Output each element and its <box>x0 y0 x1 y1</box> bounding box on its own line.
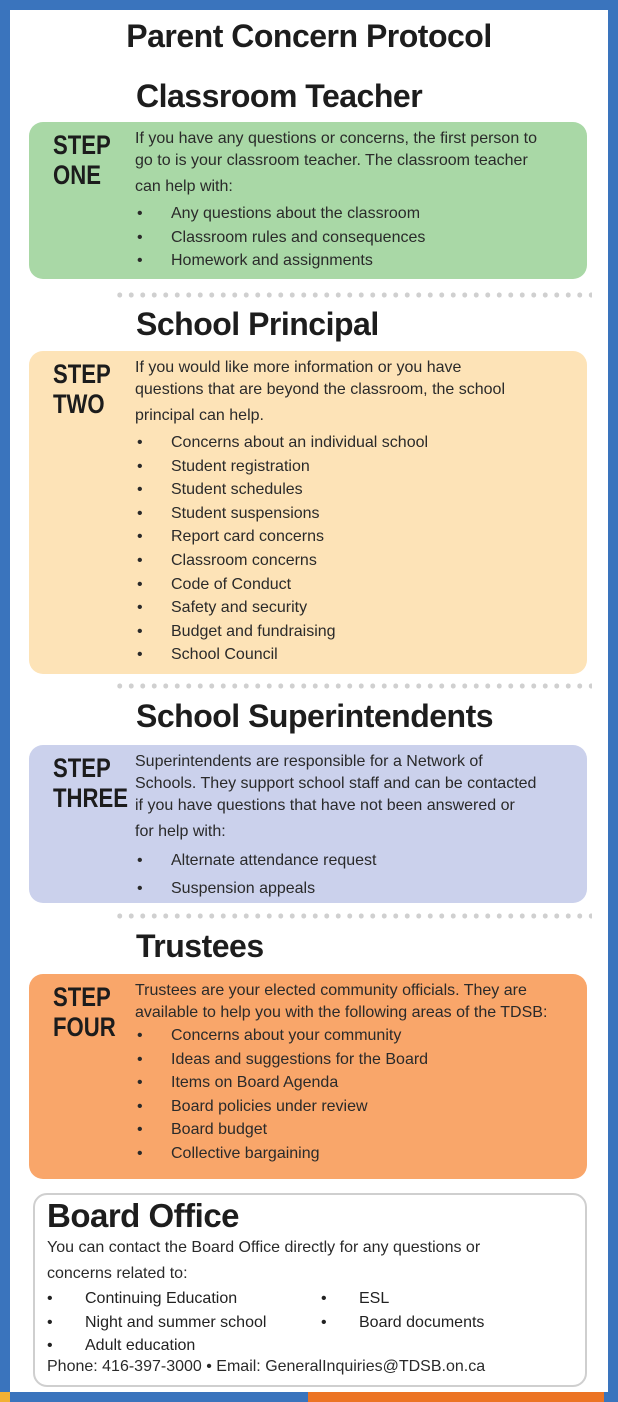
step-one-list <box>135 202 583 273</box>
step-two-list <box>135 431 583 667</box>
list-item: • Classroom rules and consequences <box>135 226 583 250</box>
step-one-label: STEP ONE <box>53 130 111 190</box>
list-item: • Alternate attendance request <box>135 847 583 875</box>
bottom-color-bar <box>0 1392 618 1402</box>
board-office-contact: Phone: 416-397-3000 • Email: GeneralInquiries@TDSB.on.ca <box>47 1358 486 1375</box>
step-one-card <box>29 122 587 279</box>
list-item: • Adult education <box>47 1334 321 1358</box>
list-item: • Board documents <box>321 1311 484 1335</box>
list-item: • Report card concerns <box>135 525 583 549</box>
list-item: • Ideas and suggestions for the Board <box>135 1048 583 1072</box>
step-two-label: STEP TWO <box>53 359 111 419</box>
step-two-card <box>29 351 587 674</box>
section-heading-trustees: Trustees <box>136 928 264 964</box>
section-heading-school-superintendents: School Superintendents <box>136 698 494 734</box>
board-office-list-col2 <box>321 1287 484 1358</box>
list-item: • Homework and assignments <box>135 249 583 273</box>
list-item: • Student schedules <box>135 478 583 502</box>
step-four-intro: Trustees are your elected community officials. They are available to help you with the following areas of the TDSB: <box>135 982 548 1021</box>
step-three-list <box>135 847 583 903</box>
list-item: • Suspension appeals <box>135 875 583 903</box>
dotted-divider <box>114 913 592 919</box>
step-four-label: STEP FOUR <box>53 982 116 1042</box>
step-four-list <box>135 1024 583 1166</box>
step-two-body <box>135 357 583 667</box>
step-four-card <box>29 974 587 1179</box>
board-office-intro: You can contact the Board Office directly for any questions or concerns related to: <box>47 1239 481 1282</box>
step-three-label: STEP THREE <box>53 753 129 813</box>
section-heading-classroom-teacher: Classroom Teacher <box>136 78 423 114</box>
list-item: • Collective bargaining <box>135 1142 583 1166</box>
dotted-divider <box>114 683 592 689</box>
step-two-intro: If you would like more information or you have questions that are beyond the classroom, the school principal can help. <box>135 359 505 424</box>
step-three-body <box>135 751 583 903</box>
list-item: • Any questions about the classroom <box>135 202 583 226</box>
list-item: • Concerns about an individual school <box>135 431 583 455</box>
list-item: • Code of Conduct <box>135 573 583 597</box>
dotted-divider <box>114 292 592 298</box>
list-item: • Items on Board Agenda <box>135 1071 583 1095</box>
list-item: • Board policies under review <box>135 1095 583 1119</box>
list-item: • Concerns about your community <box>135 1024 583 1048</box>
board-office-title: Board Office <box>47 1197 240 1234</box>
step-three-card <box>29 745 587 903</box>
board-office-list <box>47 1287 484 1358</box>
step-four-body <box>135 980 583 1166</box>
list-item: • Safety and security <box>135 596 583 620</box>
list-item: • Classroom concerns <box>135 549 583 573</box>
list-item: • School Council <box>135 643 583 667</box>
section-heading-school-principal: School Principal <box>136 306 379 342</box>
list-item: • ESL <box>321 1287 484 1311</box>
board-office-list-col1 <box>47 1287 321 1358</box>
step-one-body <box>135 128 583 273</box>
list-item: • Board budget <box>135 1118 583 1142</box>
board-office-box <box>33 1193 587 1387</box>
step-three-intro: Superintendents are responsible for a Network of Schools. They support school staff and can be contacted if you have questions that have not been answered or for help with: <box>135 753 537 840</box>
list-item: • Student suspensions <box>135 502 583 526</box>
list-item: • Night and summer school <box>47 1311 321 1335</box>
list-item: • Student registration <box>135 455 583 479</box>
step-one-intro: If you have any questions or concerns, the first person to go to is your classroom teacher. The classroom teacher can help with: <box>135 130 537 195</box>
page-title: Parent Concern Protocol <box>126 18 492 54</box>
list-item: • Continuing Education <box>47 1287 321 1311</box>
list-item: • Budget and fundraising <box>135 620 583 644</box>
